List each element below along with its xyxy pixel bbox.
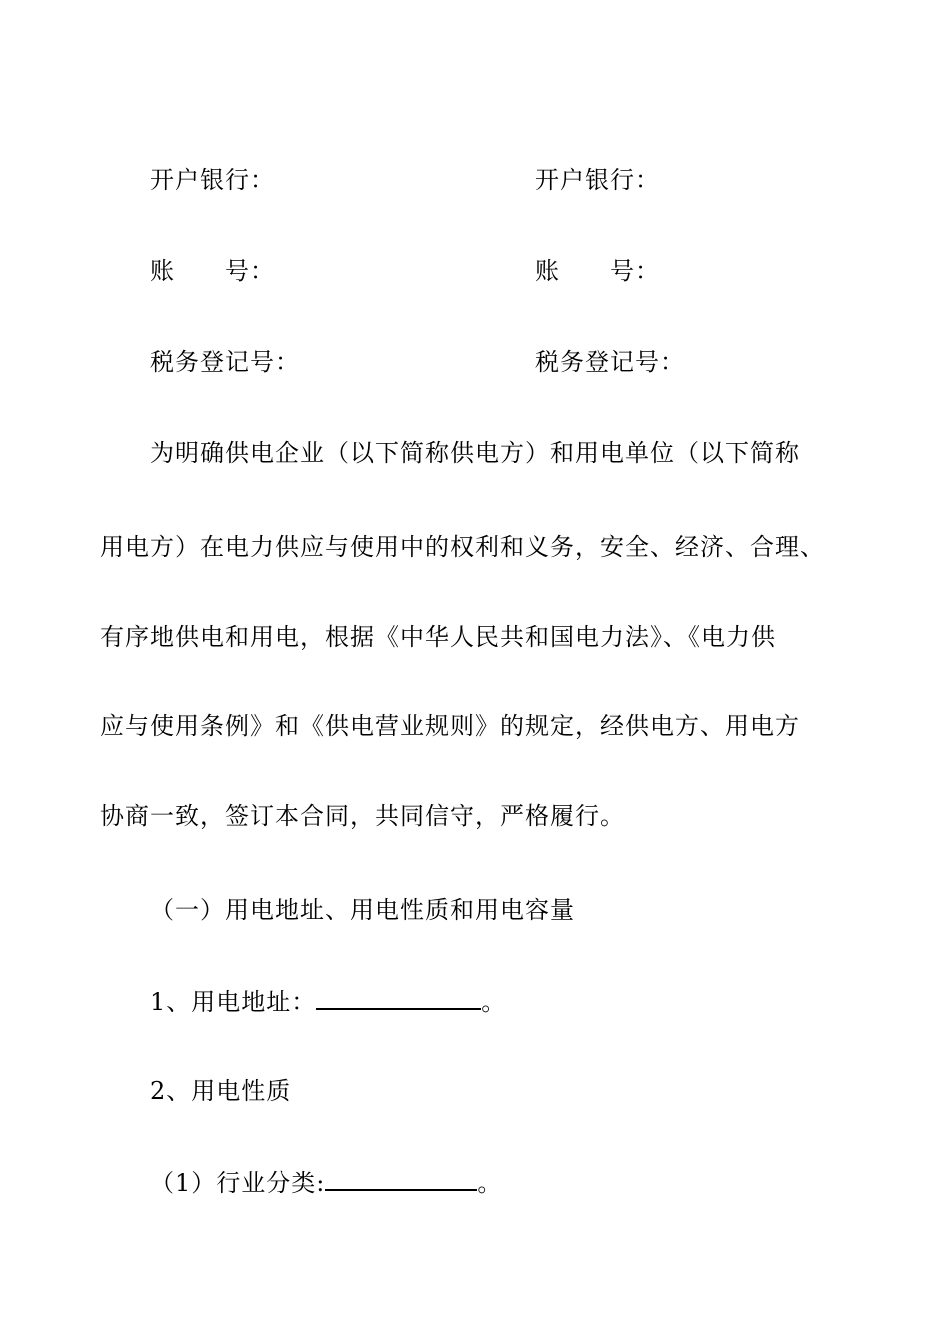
preamble-line-2: 用电方）在电力供应与使用中的权利和义务，安全、经济、合理、 <box>100 533 825 561</box>
usage-address-line <box>150 984 506 1018</box>
preamble-line-1: 为明确供电企业（以下简称供电方）和用电单位（以下简称 <box>150 439 800 467</box>
industry-class-blank[interactable] <box>325 1165 477 1191</box>
industry-class-end: 。 <box>477 1169 503 1197</box>
preamble-line-5: 协商一致，签订本合同，共同信守，严格履行。 <box>100 802 625 830</box>
usage-address-label: 1、用电地址： <box>150 988 317 1016</box>
section-heading: （一）用电地址、用电性质和用电容量 <box>150 896 575 924</box>
usage-address-blank[interactable] <box>316 984 481 1010</box>
bank-label-right: 开户银行： <box>535 166 660 194</box>
usage-address-end: 。 <box>481 988 507 1016</box>
bank-label-left: 开户银行： <box>150 166 275 194</box>
account-label-left: 账 号： <box>150 257 275 285</box>
usage-nature-label: 2、用电性质 <box>150 1077 292 1105</box>
industry-class-label: （1）行业分类: <box>150 1169 326 1197</box>
preamble-line-3: 有序地供电和用电，根据《中华人民共和国电力法》、《电力供 <box>100 623 776 651</box>
tax-label-left: 税务登记号： <box>150 348 300 376</box>
preamble-line-4: 应与使用条例》和《供电营业规则》的规定，经供电方、用电方 <box>100 712 800 740</box>
account-label-right: 账 号： <box>535 257 660 285</box>
tax-label-right: 税务登记号： <box>535 348 685 376</box>
industry-class-line <box>150 1165 502 1199</box>
